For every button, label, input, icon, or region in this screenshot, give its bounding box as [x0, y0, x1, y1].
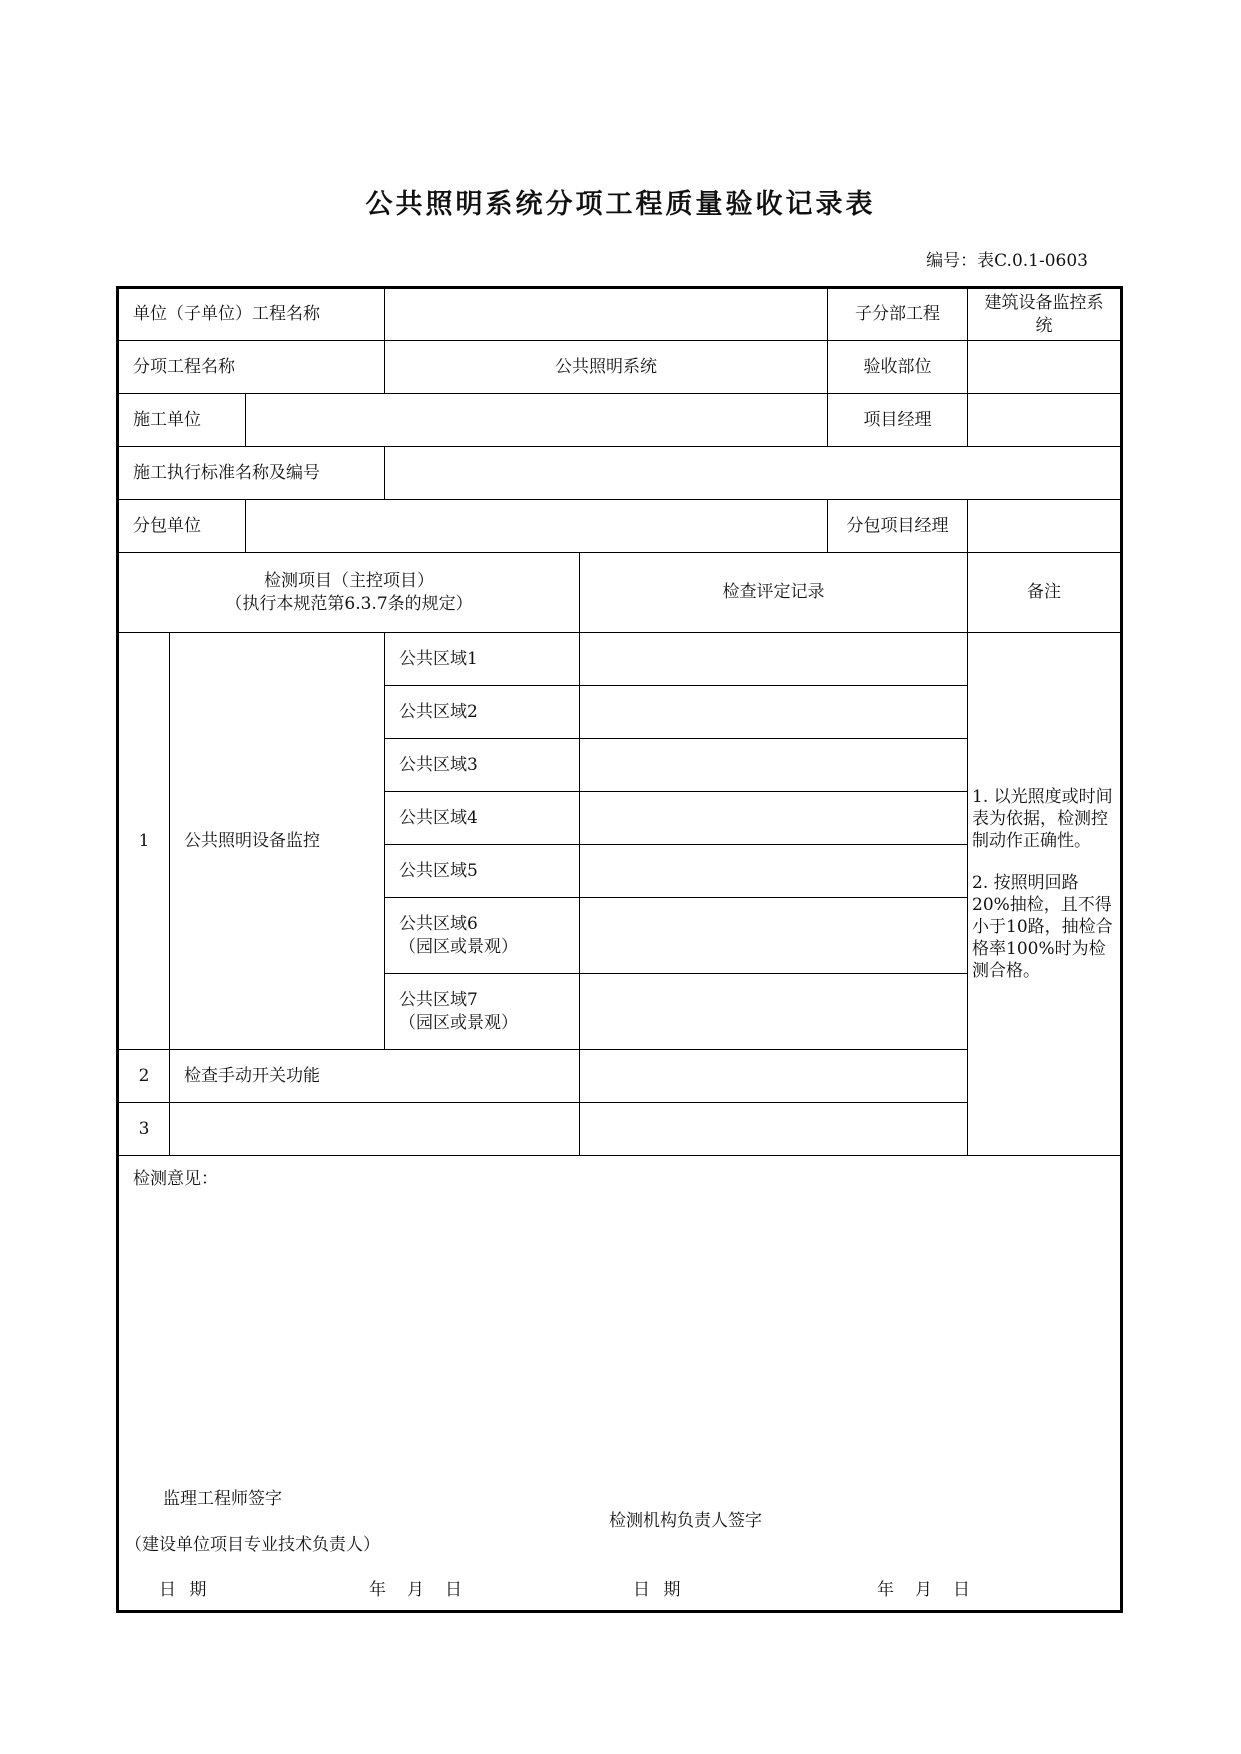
area-7-line1: 公共区域7	[399, 990, 478, 1011]
standard-label: 施工执行标准名称及编号	[118, 447, 385, 500]
contractor-label: 施工单位	[118, 394, 246, 447]
opinion-label: 检测意见：	[133, 1169, 218, 1189]
form-code: 编号：表C.0.1-0603	[926, 251, 1088, 271]
project-manager-value[interactable]	[968, 394, 1122, 447]
area-7-line2: （园区或景观）	[399, 1012, 519, 1033]
area-4-label: 公共区域4	[385, 792, 580, 845]
area-6-line1: 公共区域6	[399, 914, 478, 935]
area-4-record[interactable]	[580, 792, 968, 845]
inspection-item-header-line1: 检测项目（主控项目）	[264, 571, 434, 592]
subcontractor-label: 分包单位	[118, 500, 246, 553]
remark-header: 备注	[968, 553, 1122, 633]
subdivision-value[interactable]: 建筑设备监控系统	[968, 288, 1122, 341]
supervisor-sign-label: 监理工程师签字	[163, 1488, 282, 1509]
item-3-number: 3	[118, 1103, 170, 1156]
acceptance-part-label: 验收部位	[828, 341, 968, 394]
item-2-name: 检查手动开关功能	[170, 1050, 580, 1103]
area-2-record[interactable]	[580, 686, 968, 739]
area-7-label	[385, 974, 580, 1050]
date-ymd-left: 年 月 日	[369, 1579, 464, 1600]
area-1-record[interactable]	[580, 633, 968, 686]
contractor-value[interactable]	[246, 394, 828, 447]
subdivision-label: 子分部工程	[828, 288, 968, 341]
form-title: 公共照明系统分项工程质量验收记录表	[365, 189, 876, 220]
area-6-record[interactable]	[580, 898, 968, 974]
lab-sign-label: 检测机构负责人签字	[609, 1510, 762, 1531]
sub-pm-label: 分包项目经理	[828, 500, 968, 553]
date-label-left: 日 期	[159, 1579, 211, 1600]
owner-tech-label: （建设单位项目专业技术负责人）	[125, 1534, 380, 1555]
inspection-item-header-line2: （执行本规范第6.3.7条的规定）	[225, 593, 473, 614]
remark-notes	[968, 633, 1122, 1156]
standard-value[interactable]	[385, 447, 1122, 500]
project-manager-label: 项目经理	[828, 394, 968, 447]
acceptance-part-value[interactable]	[968, 341, 1122, 394]
item-3-record[interactable]	[580, 1103, 968, 1156]
sub-pm-value[interactable]	[968, 500, 1122, 553]
area-6-label	[385, 898, 580, 974]
area-1-label: 公共区域1	[385, 633, 580, 686]
item-name-label: 分项工程名称	[118, 341, 385, 394]
item-2-number: 2	[118, 1050, 170, 1103]
inspection-item-header	[118, 553, 580, 633]
unit-name-label: 单位（子单位）工程名称	[118, 288, 385, 341]
inspection-opinion[interactable]	[118, 1156, 1122, 1612]
area-3-label: 公共区域3	[385, 739, 580, 792]
date-ymd-right: 年 月 日	[877, 1579, 972, 1600]
item-3-name[interactable]	[170, 1103, 580, 1156]
unit-name-value[interactable]	[385, 288, 828, 341]
area-5-record[interactable]	[580, 845, 968, 898]
item-1-number: 1	[118, 633, 170, 1050]
record-header: 检查评定记录	[580, 553, 968, 633]
subcontractor-value[interactable]	[246, 500, 828, 553]
area-3-record[interactable]	[580, 739, 968, 792]
area-2-label: 公共区域2	[385, 686, 580, 739]
date-label-right: 日 期	[633, 1579, 685, 1600]
item-2-record[interactable]	[580, 1050, 968, 1103]
acceptance-table	[116, 286, 1123, 1613]
item-1-name: 公共照明设备监控	[170, 633, 385, 1050]
item-name-value[interactable]: 公共照明系统	[385, 341, 828, 394]
remark-note-1: 1. 以光照度或时间表为依据，检测控制动作正确性。	[972, 786, 1113, 851]
area-6-line2: （园区或景观）	[399, 936, 519, 957]
area-7-record[interactable]	[580, 974, 968, 1050]
remark-note-2: 2. 按照明回路20%抽检，且不得小于10路，抽检合格率100%时为检测合格。	[972, 872, 1113, 982]
area-5-label: 公共区域5	[385, 845, 580, 898]
